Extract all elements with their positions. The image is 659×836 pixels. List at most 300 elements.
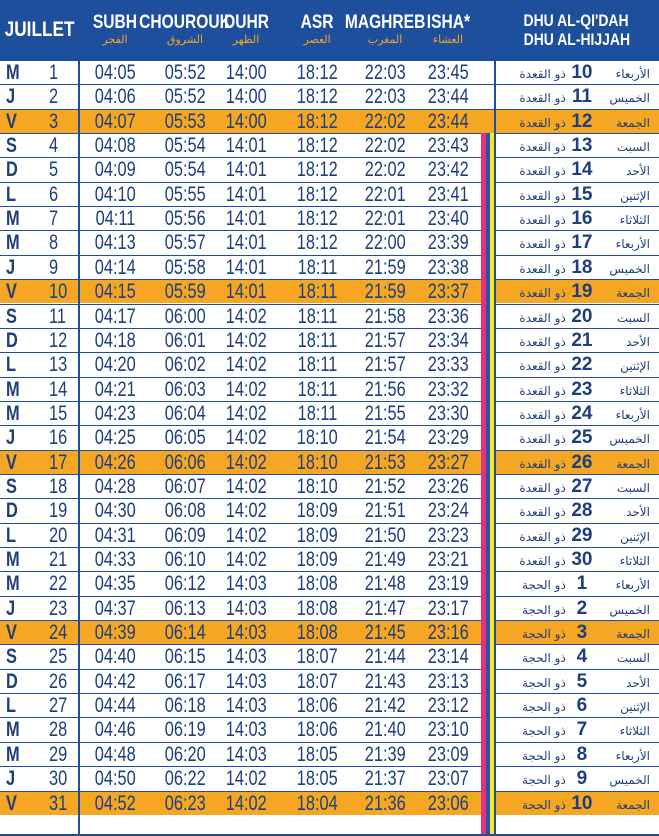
table-row <box>0 425 659 449</box>
time-duhr <box>211 61 281 85</box>
time-chourouk <box>150 256 220 280</box>
time-subh-text: 04:28 <box>94 474 136 498</box>
weekday-letter-text: M <box>6 572 20 596</box>
time-duhr-text: 14:01 <box>225 280 267 304</box>
time-subh <box>80 645 150 669</box>
weekday-letter-text: M <box>6 742 20 766</box>
hijri-month: ذو القعدة <box>519 164 566 179</box>
hijri-weekday: الجمعة <box>616 627 650 642</box>
hijri-date <box>494 645 659 669</box>
header-duhr-label: DUHR <box>223 12 269 33</box>
time-chourouk-text: 06:09 <box>164 523 206 547</box>
time-maghreb <box>350 621 420 645</box>
weekday-letter <box>6 572 36 596</box>
hijri-weekday: الأربعاء <box>615 748 650 763</box>
time-chourouk <box>150 85 220 109</box>
hijri-weekday: الخميس <box>609 602 650 617</box>
weekday-letter-text: S <box>6 474 17 498</box>
time-duhr-text: 14:02 <box>225 474 267 498</box>
time-subh-text: 04:20 <box>94 353 136 377</box>
time-subh-text: 04:15 <box>94 280 136 304</box>
time-maghreb-text: 21:56 <box>364 377 406 401</box>
time-duhr-text: 14:03 <box>225 742 267 766</box>
time-maghreb <box>350 475 420 499</box>
time-duhr-text: 14:02 <box>225 791 267 815</box>
time-duhr <box>211 426 281 450</box>
header-asr <box>282 0 352 60</box>
time-duhr <box>211 621 281 645</box>
hijri-month: ذو الحجة <box>521 724 566 739</box>
time-duhr <box>211 524 281 548</box>
time-chourouk-text: 05:54 <box>164 134 206 158</box>
time-asr <box>282 134 352 158</box>
time-subh-text: 04:06 <box>94 85 136 109</box>
time-asr <box>282 110 352 134</box>
hijri-month: ذو القعدة <box>519 432 566 447</box>
day-number-text: 18 <box>49 474 68 498</box>
time-chourouk-text: 05:56 <box>164 207 206 231</box>
hijri-day: 9 <box>576 768 588 790</box>
day-number-text: 6 <box>49 182 59 206</box>
time-chourouk <box>150 305 220 329</box>
time-asr-text: 18:06 <box>296 718 338 742</box>
table-row <box>0 84 659 108</box>
hijri-day: 22 <box>571 354 593 376</box>
hijri-day: 5 <box>576 670 588 692</box>
table-row <box>0 352 659 376</box>
hijri-weekday: الأربعاء <box>615 67 650 81</box>
time-subh <box>80 207 150 231</box>
time-isha <box>413 61 483 85</box>
time-subh <box>80 183 150 207</box>
time-maghreb <box>350 134 420 158</box>
weekday-letter-text: V <box>6 109 17 133</box>
weekday-letter-text: V <box>6 280 17 304</box>
time-maghreb <box>350 85 420 109</box>
hijri-day: 24 <box>571 402 593 424</box>
weekday-letter-text: L <box>6 182 17 206</box>
time-asr <box>282 256 352 280</box>
time-duhr <box>211 183 281 207</box>
time-maghreb <box>350 718 420 742</box>
hijri-weekday: الجمعة <box>616 456 650 471</box>
hijri-weekday: الجمعة <box>616 286 650 301</box>
weekday-letter-text: M <box>6 548 20 571</box>
time-maghreb <box>350 426 420 450</box>
table-row <box>0 791 659 815</box>
day-number-text: 19 <box>49 499 68 523</box>
time-subh <box>80 597 150 621</box>
time-maghreb <box>350 61 420 85</box>
time-duhr-text: 14:01 <box>225 231 267 255</box>
time-duhr-text: 14:03 <box>225 572 267 596</box>
table-row <box>0 109 659 133</box>
hijri-day: 14 <box>571 159 593 181</box>
weekday-letter <box>6 718 36 742</box>
day-number-text: 16 <box>49 426 68 450</box>
time-duhr <box>211 694 281 718</box>
hijri-month: ذو الحجة <box>521 578 566 593</box>
table-row <box>0 717 659 741</box>
time-isha-text: 23:16 <box>427 621 469 645</box>
time-duhr <box>211 134 281 158</box>
time-asr-text: 18:12 <box>296 85 338 109</box>
day-number-text: 27 <box>49 694 68 718</box>
time-isha <box>413 280 483 304</box>
day-number-text: 4 <box>49 134 59 158</box>
hijri-day: 27 <box>571 475 593 497</box>
header-month <box>0 0 80 60</box>
time-subh-text: 04:17 <box>94 304 136 328</box>
day-number-text: 5 <box>49 158 59 182</box>
time-duhr <box>211 329 281 353</box>
header-duhr <box>211 0 281 60</box>
time-chourouk <box>150 524 220 548</box>
header-asr-label: ASR <box>300 12 334 33</box>
time-isha-text: 23:27 <box>427 450 469 474</box>
time-duhr <box>211 499 281 523</box>
time-isha-text: 23:33 <box>427 353 469 377</box>
hijri-month: ذو القعدة <box>519 67 566 81</box>
hijri-date <box>494 743 659 767</box>
time-subh <box>80 670 150 694</box>
time-isha-text: 23:44 <box>427 109 469 133</box>
time-chourouk <box>150 670 220 694</box>
hijri-date <box>494 402 659 426</box>
hijri-day: 26 <box>571 451 593 473</box>
time-chourouk <box>150 451 220 475</box>
time-asr-text: 18:12 <box>296 61 338 84</box>
time-isha <box>413 85 483 109</box>
time-isha <box>413 645 483 669</box>
time-subh <box>80 767 150 791</box>
time-isha-text: 23:06 <box>427 791 469 815</box>
time-asr <box>282 329 352 353</box>
time-maghreb-text: 21:51 <box>364 499 406 523</box>
time-asr <box>282 694 352 718</box>
hijri-month: ذو القعدة <box>519 505 566 520</box>
time-subh-text: 04:10 <box>94 182 136 206</box>
time-chourouk-text: 06:14 <box>164 621 206 645</box>
weekday-letter <box>6 110 36 134</box>
time-asr-text: 18:09 <box>296 548 338 571</box>
day-number-text: 9 <box>49 255 59 279</box>
hijri-month: ذو الحجة <box>521 627 566 642</box>
time-duhr-text: 14:01 <box>225 158 267 182</box>
table-header <box>0 0 659 60</box>
time-chourouk-text: 06:20 <box>164 742 206 766</box>
hijri-month: ذو القعدة <box>519 480 566 495</box>
time-subh-text: 04:30 <box>94 499 136 523</box>
day-number-text: 25 <box>49 645 68 669</box>
table-row <box>0 547 659 571</box>
table-row <box>0 742 659 766</box>
time-asr-text: 18:11 <box>297 353 337 377</box>
time-maghreb <box>350 402 420 426</box>
time-duhr <box>211 767 281 791</box>
time-maghreb <box>350 572 420 596</box>
time-isha <box>413 694 483 718</box>
weekday-letter <box>6 256 36 280</box>
time-chourouk-text: 05:52 <box>164 85 206 109</box>
table-row <box>0 401 659 425</box>
time-subh <box>80 329 150 353</box>
time-subh <box>80 110 150 134</box>
hijri-weekday: الأحد <box>626 675 650 690</box>
hijri-date <box>494 61 659 85</box>
weekday-letter <box>6 207 36 231</box>
time-duhr-text: 14:03 <box>225 645 267 669</box>
time-isha-text: 23:17 <box>427 596 469 620</box>
hijri-date <box>494 305 659 329</box>
time-maghreb <box>350 792 420 816</box>
header-isha-arabic: العشاء <box>432 33 464 46</box>
time-maghreb <box>350 670 420 694</box>
table-row <box>0 620 659 644</box>
weekday-letter <box>6 670 36 694</box>
hijri-month: ذو القعدة <box>519 334 566 349</box>
time-subh-text: 04:31 <box>94 523 136 547</box>
hijri-month: ذو القعدة <box>519 383 566 398</box>
header-isha <box>413 0 483 60</box>
time-chourouk <box>150 792 220 816</box>
weekday-letter-text: L <box>6 523 17 547</box>
day-number-text: 1 <box>49 61 59 84</box>
hijri-day: 10 <box>571 792 593 814</box>
time-asr <box>282 305 352 329</box>
day-number-text: 3 <box>49 109 59 133</box>
weekday-letter <box>6 743 36 767</box>
time-subh-text: 04:33 <box>94 548 136 571</box>
time-duhr <box>211 792 281 816</box>
weekday-letter <box>6 597 36 621</box>
time-subh <box>80 718 150 742</box>
time-chourouk-text: 06:22 <box>164 767 206 791</box>
time-isha-text: 23:37 <box>427 280 469 304</box>
time-maghreb-text: 21:53 <box>364 450 406 474</box>
time-subh-text: 04:07 <box>94 109 136 133</box>
hijri-day: 4 <box>576 646 588 668</box>
time-maghreb-text: 21:36 <box>364 791 406 815</box>
time-maghreb <box>350 378 420 402</box>
table-row <box>0 157 659 181</box>
time-maghreb-text: 21:37 <box>364 767 406 791</box>
time-duhr-text: 14:02 <box>225 767 267 791</box>
hijri-date <box>494 280 659 304</box>
day-number-text: 20 <box>49 523 68 547</box>
time-isha <box>413 475 483 499</box>
time-isha <box>413 670 483 694</box>
time-subh-text: 04:23 <box>94 401 136 425</box>
time-asr <box>282 767 352 791</box>
hijri-date <box>494 134 659 158</box>
time-subh-text: 04:05 <box>94 61 136 84</box>
day-number-text: 12 <box>49 328 68 352</box>
header-hijri-line2: DHU AL-HIJJAH <box>523 30 630 49</box>
time-chourouk-text: 06:17 <box>164 669 206 693</box>
hijri-weekday: الأحد <box>626 334 650 349</box>
time-isha-text: 23:21 <box>427 548 469 571</box>
time-asr <box>282 718 352 742</box>
time-chourouk <box>150 694 220 718</box>
time-isha-text: 23:44 <box>427 85 469 109</box>
time-subh-text: 04:50 <box>94 767 136 791</box>
time-duhr <box>211 597 281 621</box>
time-asr <box>282 85 352 109</box>
weekday-letter <box>6 645 36 669</box>
hijri-weekday: السبت <box>616 651 650 666</box>
time-isha-text: 23:19 <box>427 572 469 596</box>
hijri-date <box>494 85 659 109</box>
table-row <box>0 182 659 206</box>
time-isha <box>413 231 483 255</box>
hijri-day: 19 <box>571 281 593 303</box>
hijri-day: 3 <box>576 622 588 644</box>
weekday-letter-text: M <box>6 401 20 425</box>
time-isha <box>413 134 483 158</box>
time-asr <box>282 451 352 475</box>
time-duhr <box>211 572 281 596</box>
weekday-letter-text: D <box>6 499 18 523</box>
time-subh <box>80 499 150 523</box>
time-maghreb-text: 22:03 <box>364 61 406 84</box>
table-row <box>0 498 659 522</box>
time-asr-text: 18:09 <box>296 499 338 523</box>
time-chourouk <box>150 378 220 402</box>
time-asr <box>282 572 352 596</box>
time-isha <box>413 524 483 548</box>
time-duhr <box>211 305 281 329</box>
time-chourouk <box>150 353 220 377</box>
time-maghreb-text: 22:01 <box>364 207 406 231</box>
time-maghreb-text: 21:43 <box>364 669 406 693</box>
time-isha-text: 23:38 <box>427 255 469 279</box>
hijri-day: 11 <box>571 86 592 108</box>
hijri-day: 29 <box>571 524 593 546</box>
time-isha-text: 23:42 <box>427 158 469 182</box>
time-isha <box>413 743 483 767</box>
hijri-date <box>494 231 659 255</box>
hijri-weekday: الإثنين <box>620 188 650 203</box>
table-row <box>0 669 659 693</box>
time-chourouk-text: 05:55 <box>164 182 206 206</box>
time-maghreb-text: 22:02 <box>364 134 406 158</box>
time-duhr-text: 14:03 <box>225 694 267 718</box>
time-maghreb <box>350 451 420 475</box>
time-isha-text: 23:13 <box>427 669 469 693</box>
time-chourouk <box>150 402 220 426</box>
time-isha <box>413 256 483 280</box>
time-subh <box>80 85 150 109</box>
weekday-letter <box>6 61 36 85</box>
time-isha-text: 23:39 <box>427 231 469 255</box>
weekday-letter <box>6 231 36 255</box>
time-isha-text: 23:36 <box>427 304 469 328</box>
time-asr <box>282 597 352 621</box>
time-subh-text: 04:37 <box>94 596 136 620</box>
time-asr <box>282 231 352 255</box>
time-asr <box>282 792 352 816</box>
time-asr <box>282 621 352 645</box>
day-number-text: 31 <box>49 791 68 815</box>
time-isha-text: 23:24 <box>427 499 469 523</box>
time-chourouk <box>150 110 220 134</box>
time-duhr-text: 14:02 <box>225 377 267 401</box>
time-duhr-text: 14:02 <box>225 499 267 523</box>
time-maghreb-text: 21:58 <box>364 304 406 328</box>
header-chourouk-label: CHOUROUK <box>139 12 231 33</box>
hijri-day: 30 <box>571 549 593 570</box>
time-maghreb-text: 22:02 <box>364 158 406 182</box>
hijri-month: ذو القعدة <box>519 359 566 374</box>
time-isha-text: 23:45 <box>427 61 469 84</box>
time-isha <box>413 499 483 523</box>
time-duhr <box>211 402 281 426</box>
time-asr-text: 18:07 <box>296 669 338 693</box>
time-isha <box>413 718 483 742</box>
hijri-date <box>494 183 659 207</box>
time-duhr <box>211 207 281 231</box>
hijri-month: ذو القعدة <box>519 310 566 325</box>
time-duhr <box>211 353 281 377</box>
time-maghreb <box>350 597 420 621</box>
weekday-letter <box>6 183 36 207</box>
hijri-date <box>494 353 659 377</box>
hijri-date <box>494 110 659 134</box>
hijri-date <box>494 524 659 548</box>
time-isha <box>413 572 483 596</box>
time-subh <box>80 548 150 572</box>
time-asr-text: 18:05 <box>296 767 338 791</box>
time-isha <box>413 329 483 353</box>
time-asr <box>282 475 352 499</box>
time-asr-text: 18:10 <box>296 450 338 474</box>
time-asr <box>282 743 352 767</box>
time-isha-text: 23:23 <box>427 523 469 547</box>
weekday-letter <box>6 426 36 450</box>
table-row <box>0 523 659 547</box>
time-duhr <box>211 451 281 475</box>
time-duhr-text: 14:02 <box>225 353 267 377</box>
day-number-text: 17 <box>49 450 68 474</box>
time-duhr-text: 14:01 <box>225 255 267 279</box>
time-maghreb <box>350 524 420 548</box>
hijri-date <box>494 475 659 499</box>
time-subh-text: 04:42 <box>94 669 136 693</box>
time-maghreb <box>350 280 420 304</box>
time-subh-text: 04:18 <box>94 328 136 352</box>
time-asr-text: 18:04 <box>296 791 338 815</box>
hijri-date <box>494 548 659 572</box>
time-chourouk <box>150 475 220 499</box>
weekday-letter <box>6 378 36 402</box>
weekday-letter-text: D <box>6 328 18 352</box>
time-isha <box>413 792 483 816</box>
time-asr-text: 18:12 <box>296 158 338 182</box>
hijri-month: ذو القعدة <box>519 213 566 228</box>
stripe-yellow <box>490 133 494 836</box>
time-maghreb-text: 21:42 <box>364 694 406 718</box>
time-duhr <box>211 718 281 742</box>
time-maghreb-text: 22:01 <box>364 182 406 206</box>
header-hijri-line1: DHU AL-QI'DAH <box>523 11 630 30</box>
hijri-day: 7 <box>576 719 588 741</box>
column-divider <box>78 60 80 836</box>
time-asr-text: 18:07 <box>296 645 338 669</box>
hijri-day: 23 <box>571 378 593 400</box>
time-duhr <box>211 85 281 109</box>
time-asr-text: 18:12 <box>296 231 338 255</box>
